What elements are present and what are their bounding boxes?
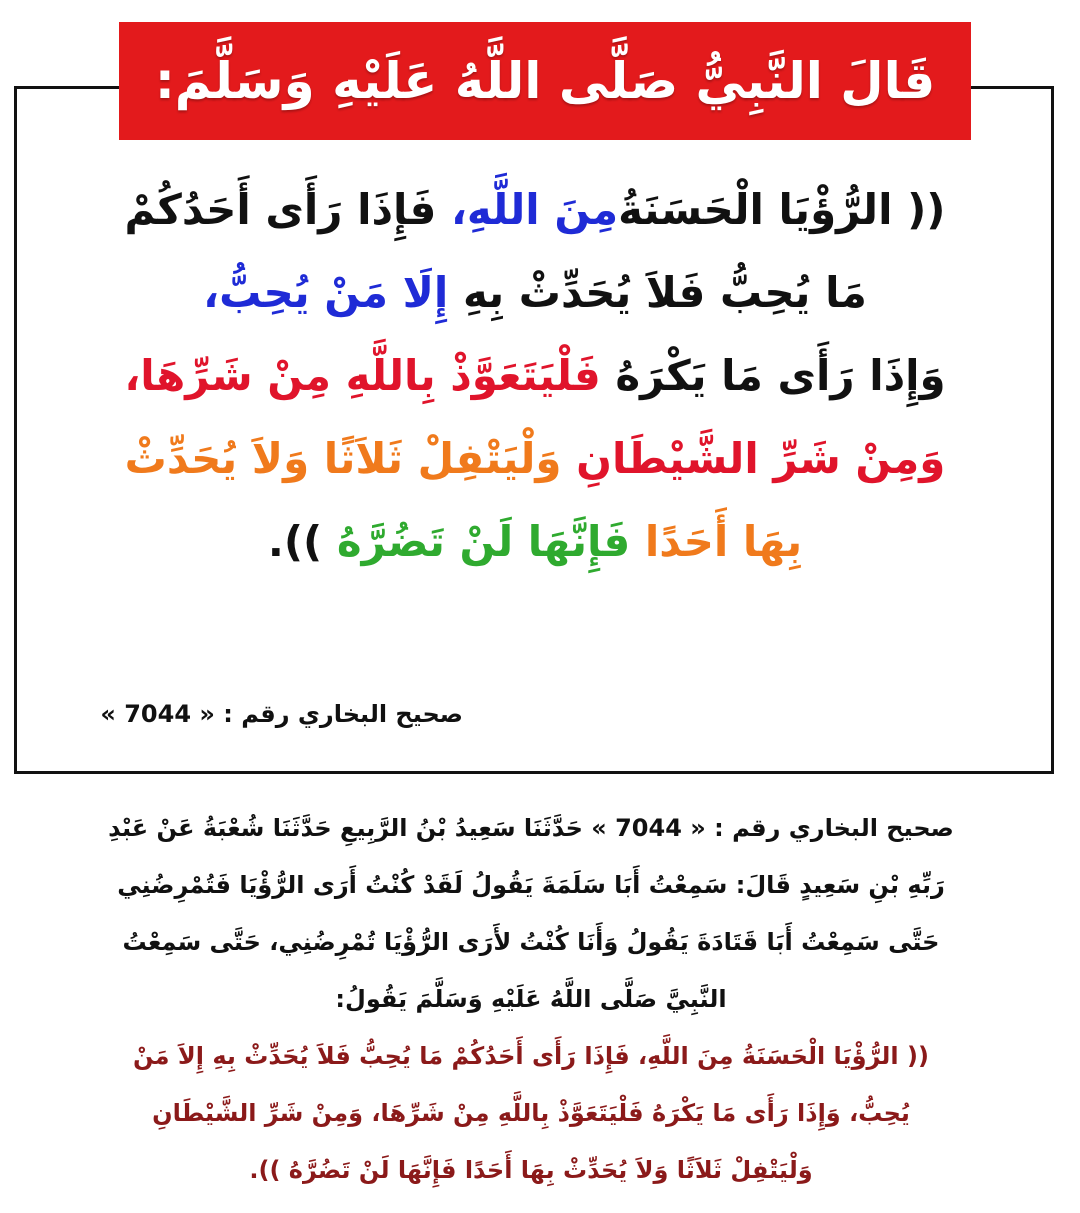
hadith-line-1-part-1: (( الرُّؤْيَا الْحَسَنَةُ: [618, 185, 946, 234]
hadith-line-5: [30, 500, 1040, 583]
hadith-line-1: [30, 168, 1040, 251]
hadith-line-3-part-2: فَلْيَتَعَوَّذْ بِاللَّهِ مِنْ شَرِّهَا،: [124, 351, 616, 400]
hadith-line-5-part-3: )).: [267, 517, 337, 566]
narration-line-1: صحيح البخاري رقم : « 7044 » حَدَّثَنَا سَعِيدُ بْنُ الرَّبِيعِ حَدَّثَنَا شُعْبَةُ عَنْ عَبْدِ: [108, 814, 954, 842]
hadith-line-2: [30, 251, 1040, 334]
hadith-line-1-part-3: فَإِذَا رَأَى أَحَدُكُمْ: [124, 185, 451, 234]
narration-line-5: (( الرُّؤْيَا الْحَسَنَةُ مِنَ اللَّهِ، فَإِذَا رَأَى أَحَدُكُمْ مَا يُحِبُّ فَلاَ يُحَدِّثْ بِهِ إِلاَ مَنْ: [133, 1042, 929, 1070]
hadith-line-4: [30, 417, 1040, 500]
narration-line-6: يُحِبُّ، وَإِذَا رَأَى مَا يَكْرَهُ فَلْيَتَعَوَّذْ بِاللَّهِ مِنْ شَرِّهَا، وَمِنْ شَرِّ الشَّيْطَانِ: [152, 1099, 910, 1127]
hadith-line-5-part-2: فَإِنَّهَا لَنْ تَضُرَّهُ: [336, 517, 645, 566]
source-reference: صحيح البخاري رقم : « 7044 »: [100, 700, 463, 728]
hadith-line-3: [30, 334, 1040, 417]
hadith-line-1-part-2: مِنَ اللَّهِ،: [450, 185, 619, 234]
narration-line-3: حَتَّى سَمِعْتُ أَبَا قَتَادَةَ يَقُولُ وَأَنَا كُنْتُ لأَرَى الرُّؤْيَا تُمْرِضُنِي، حَتَّى سَمِعْتُ: [122, 928, 940, 956]
narration-text: [26, 800, 1036, 1199]
hadith-text: [30, 168, 1040, 583]
hadith-line-2-part-2: إِلَا مَنْ يُحِبُّ،: [203, 268, 463, 317]
header-title: قَالَ النَّبِيُّ صَلَّى اللَّهُ عَلَيْهِ وَسَلَّمَ:: [154, 51, 936, 110]
hadith-line-2-part-1: مَا يُحِبُّ فَلاَ يُحَدِّثْ بِهِ: [462, 268, 867, 317]
hadith-line-3-part-1: وَإِذَا رَأَى مَا يَكْرَهُ: [615, 351, 946, 400]
header-banner: [119, 22, 971, 140]
hadith-line-5-part-1: بِهَا أَحَدًا: [644, 517, 803, 566]
narration-line-7: وَلْيَتْفِلْ ثَلاَثًا وَلاَ يُحَدِّثْ بِهَا أَحَدًا فَإِنَّهَا لَنْ تَضُرَّهُ )).: [249, 1156, 813, 1184]
narration-line-2: رَبِّهِ بْنِ سَعِيدٍ قَالَ: سَمِعْتُ أَبَا سَلَمَةَ يَقُولُ لَقَدْ كُنْتُ أَرَى الرُّؤْيَا فَتُمْرِضُنِي: [117, 871, 945, 899]
hadith-line-4-part-2: وَلْيَتْفِلْ ثَلاَثًا وَلاَ يُحَدِّثْ: [124, 434, 577, 483]
hadith-line-4-part-1: وَمِنْ شَرِّ الشَّيْطَانِ: [576, 434, 946, 483]
narration-line-4: النَّبِيَّ صَلَّى اللَّهُ عَلَيْهِ وَسَلَّمَ يَقُولُ:: [335, 985, 727, 1013]
